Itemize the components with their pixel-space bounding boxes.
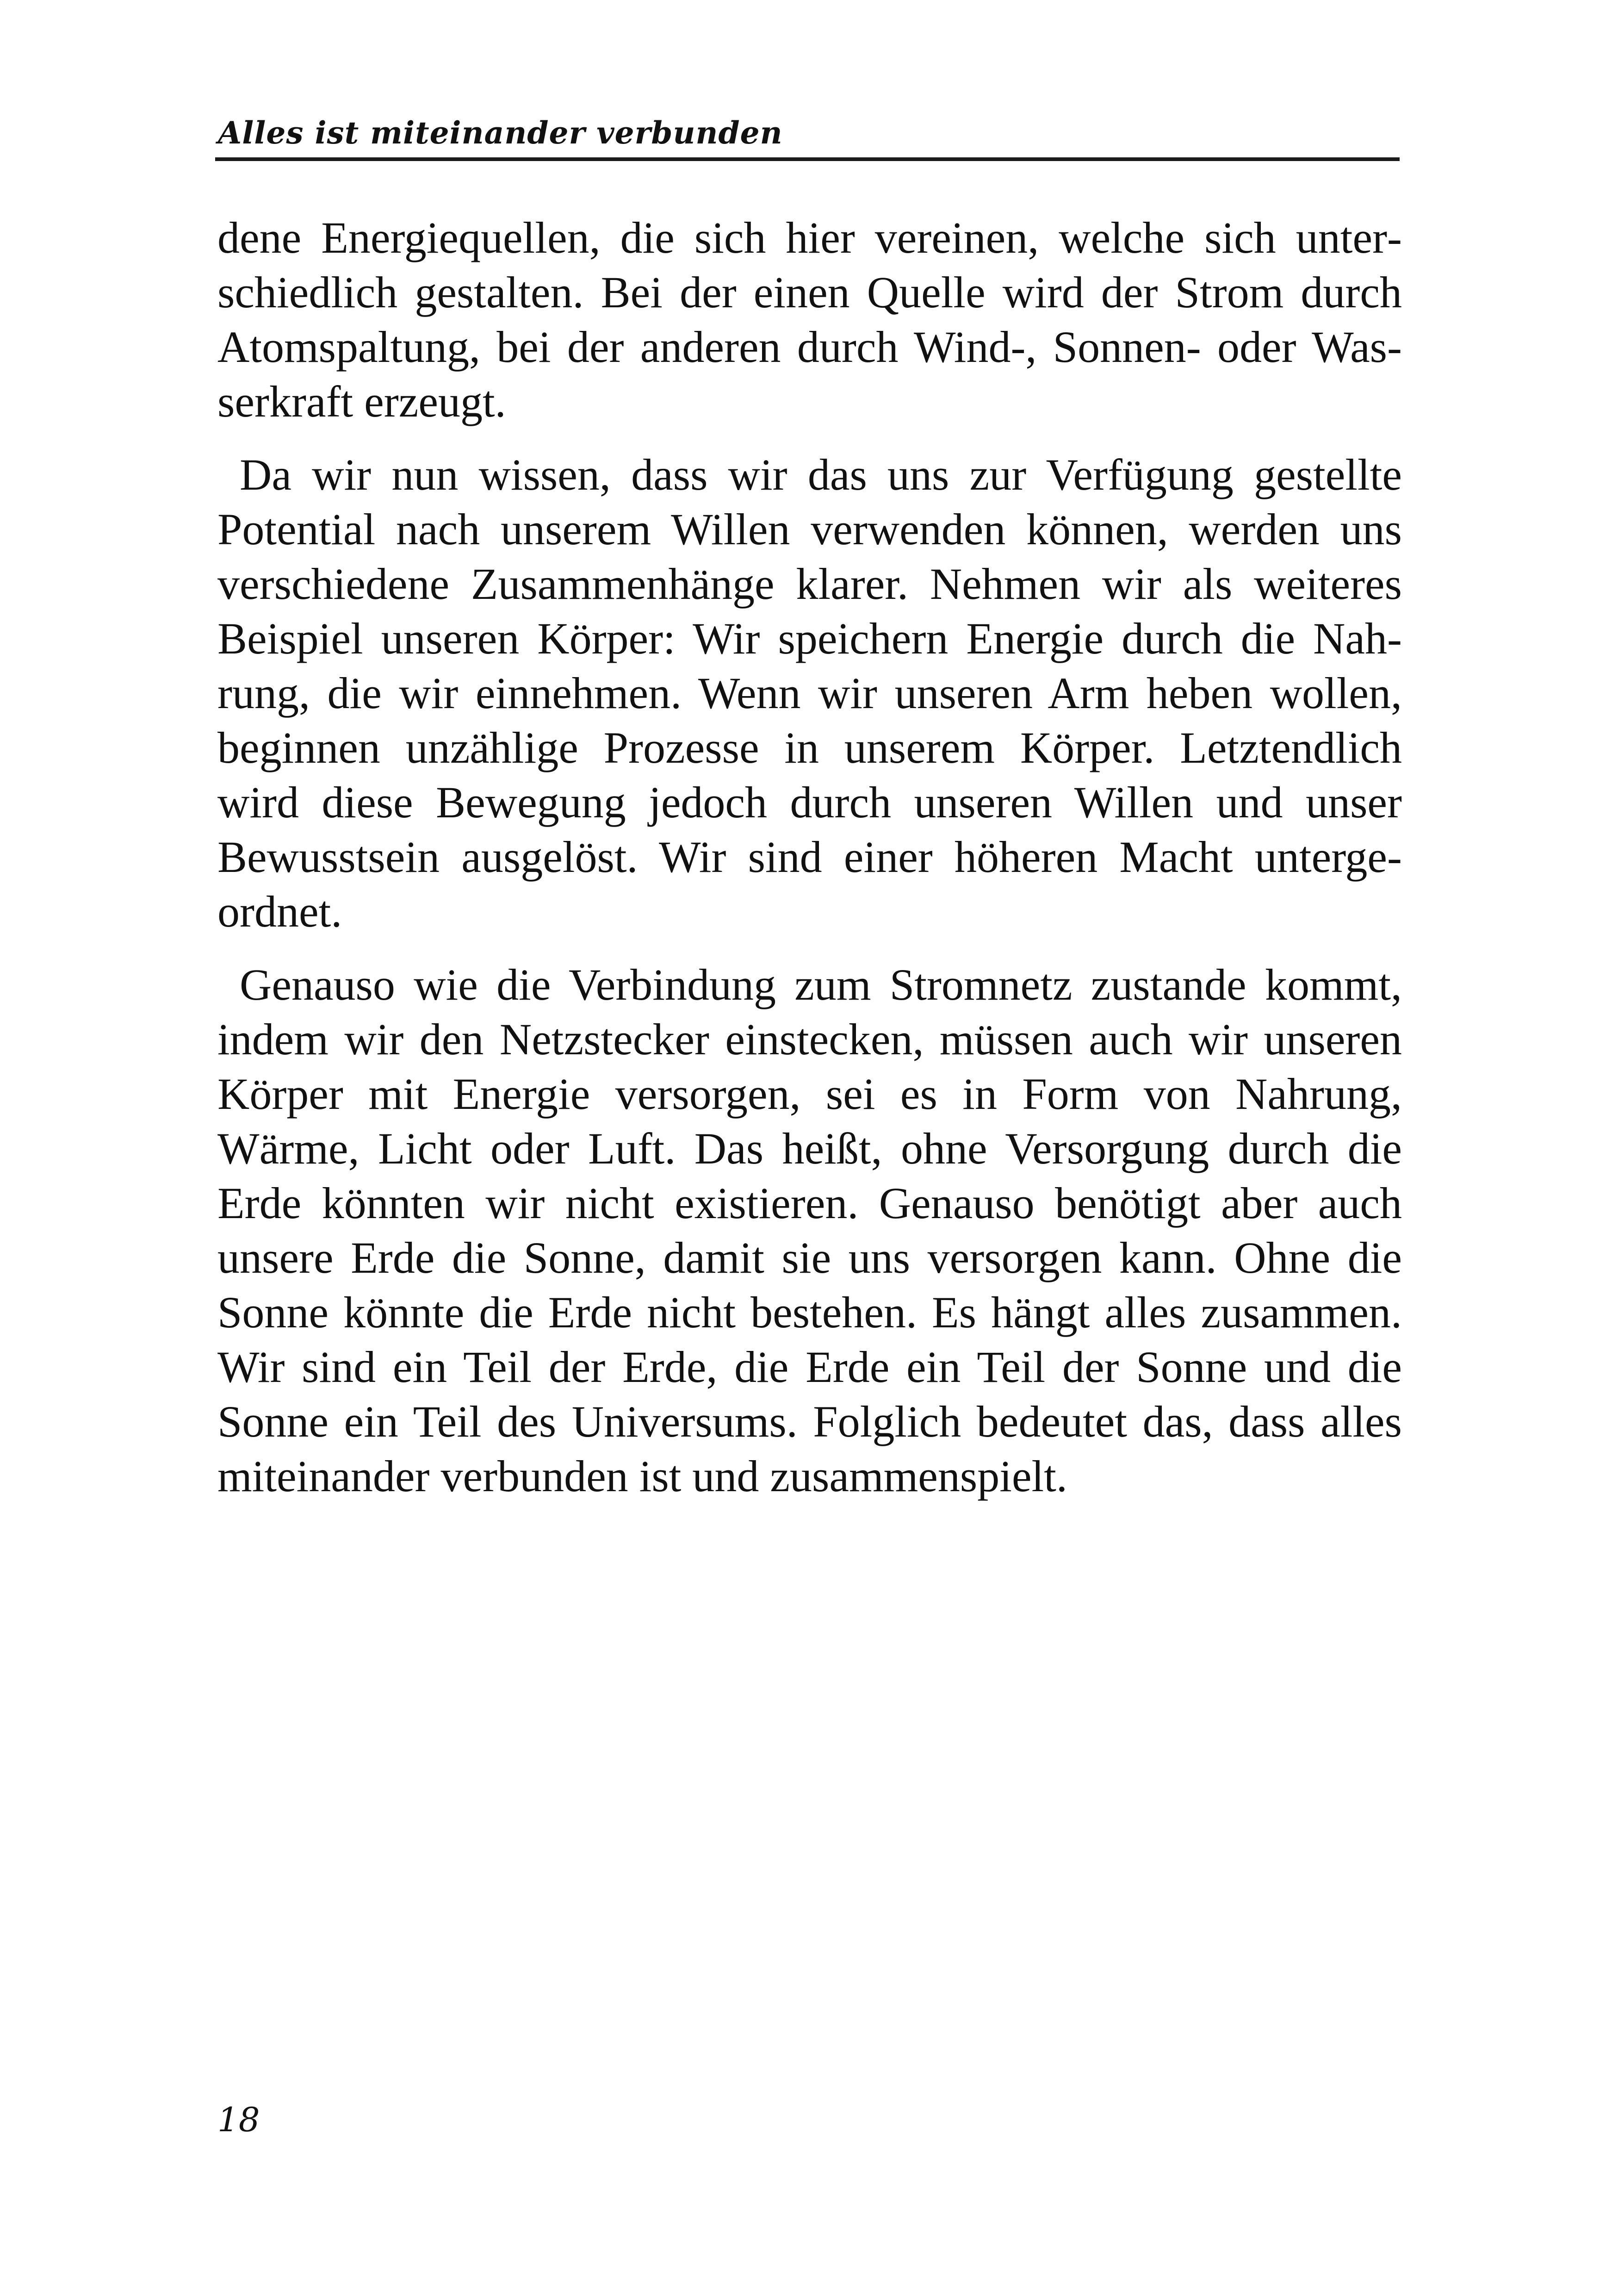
paragraph-3: Genauso wie die Verbindung zum Stromnetz zustande kommt, indem wir den Netzstecker einstecken, müssen auch wir unseren Körper mit Energie versorgen, sei es in Form von Nahrung, Wärme, Licht oder Luft. Das heißt, ohne Versorgung durch die Erde könnten wir nicht existieren. Genauso benötigt aber auch unsere Erde die Sonne, damit sie uns versorgen kann. Ohne die Sonne könnte die Erde nicht bestehen. Es hängt alles zusammen. Wir sind ein Teil der Erde, die Erde ein Teil der Sonne und die Sonne ein Teil des Universums. Folglich bedeutet das, dass alles miteinander verbunden ist und zusammenspielt. [217,960,1402,1501]
running-header-title: Alles ist miteinander verbunden [218,115,783,151]
paragraph-1: dene Energiequellen, die sich hier vereinen, welche sich unterschiedlich gestalten. Bei der einen Quelle wird der Strom durch Atomspaltung, bei der anderen durch Wind-, Sonnen- oder Wasserkraft erzeugt. [217,213,1402,426]
page-number: 18 [217,2100,260,2139]
paragraph-2: Da wir nun wissen, dass wir das uns zur Verfügung gestellte Potential nach unserem Willen verwenden können, werden uns verschiedene Zusammenhänge klarer. Nehmen wir als weiteres Beispiel unseren Körper: Wir speichern Energie durch die Nahrung, die wir einnehmen. Wenn wir unseren Arm heben wollen, beginnen unzählige Prozesse in unserem Körper. Letztendlich wird diese Bewegung jedoch durch unseren Willen und unser Bewusstsein ausgelöst. Wir sind einer höheren Macht untergeordnet. [217,450,1402,936]
body-text [217,211,1402,1504]
running-header [215,106,1400,161]
